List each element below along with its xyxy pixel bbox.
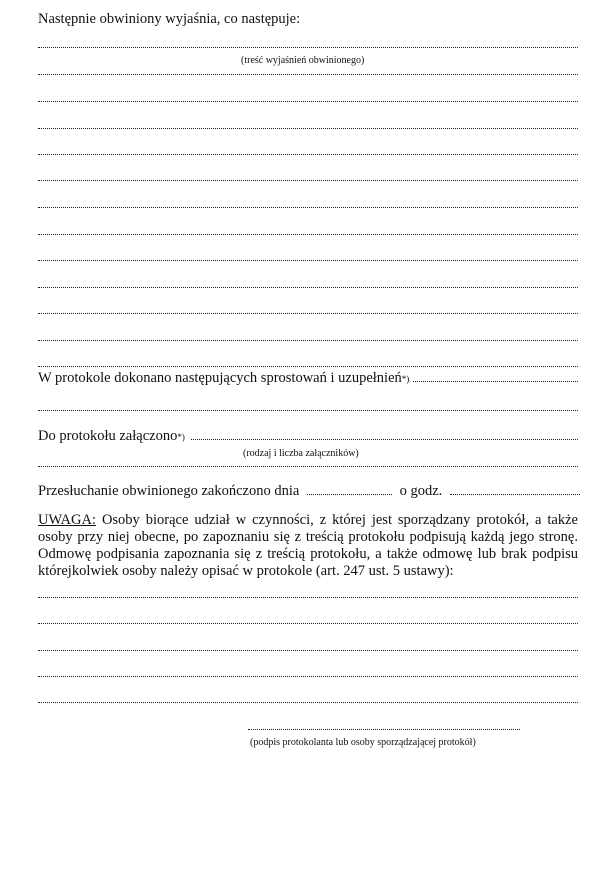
explanation-caption: (treść wyjaśnień obwinionego) [241,55,365,66]
hearing-date-field[interactable] [307,493,392,495]
notice-line[interactable] [38,702,578,703]
explanation-line[interactable] [38,154,578,155]
intro-text: Następnie obwiniony wyjaśnia, co następuje: [38,11,301,27]
corrections-label: W protokole dokonano następujących sprostowań i uzupełnień [38,370,402,386]
notice-line[interactable] [38,623,578,624]
signature-line[interactable] [248,729,520,730]
explanation-line[interactable] [38,234,578,235]
notice-label: UWAGA: [38,512,96,528]
hearing-end-row [38,483,580,500]
explanation-line[interactable] [38,313,578,314]
explanation-line[interactable] [38,366,578,367]
explanation-line[interactable] [38,128,578,129]
explanation-line[interactable] [38,180,578,181]
notice-paragraph [38,512,578,580]
explanation-line[interactable] [38,47,578,48]
hearing-end-label: Przesłuchanie obwinionego zakończono dnia [38,483,300,499]
attachments-field[interactable] [191,438,578,440]
notice-line[interactable] [38,597,578,598]
attachments-label: Do protokołu załączono [38,428,178,444]
corrections-line[interactable] [38,410,578,411]
explanation-line[interactable] [38,340,578,341]
signature-caption: (podpis protokolanta lub osoby sporządzającej protokół) [250,737,476,748]
notice-line[interactable] [38,650,578,651]
attachments-caption: (rodzaj i liczba załączników) [243,448,359,459]
hearing-time-label: o godz. [399,483,443,499]
hearing-time-field[interactable] [450,493,580,495]
explanation-line[interactable] [38,207,578,208]
explanation-line[interactable] [38,260,578,261]
notice-text: Osoby biorące udział w czynności, z której jest sporządzany protokół, a także osoby przy niej obecne, po zapoznaniu się z treścią protokołu podpisują każdą jego stronę. Odmowę podpisania zapoznania się z treścią protokołu, a także odmowę lub brak podpisu którejkolwiek osoby należy opisać w protokole (art. 247 ust. 5 ustawy): [38,512,578,579]
notice-line[interactable] [38,676,578,677]
explanation-line[interactable] [38,74,578,75]
explanation-line[interactable] [38,287,578,288]
corrections-row: W protokole dokonano następujących sprostowań i uzupełnień *) [38,370,578,387]
explanation-line[interactable] [38,101,578,102]
corrections-field[interactable] [413,380,578,382]
attachments-line[interactable] [38,466,578,467]
attachments-row: Do protokołu załączono *) [38,428,578,445]
